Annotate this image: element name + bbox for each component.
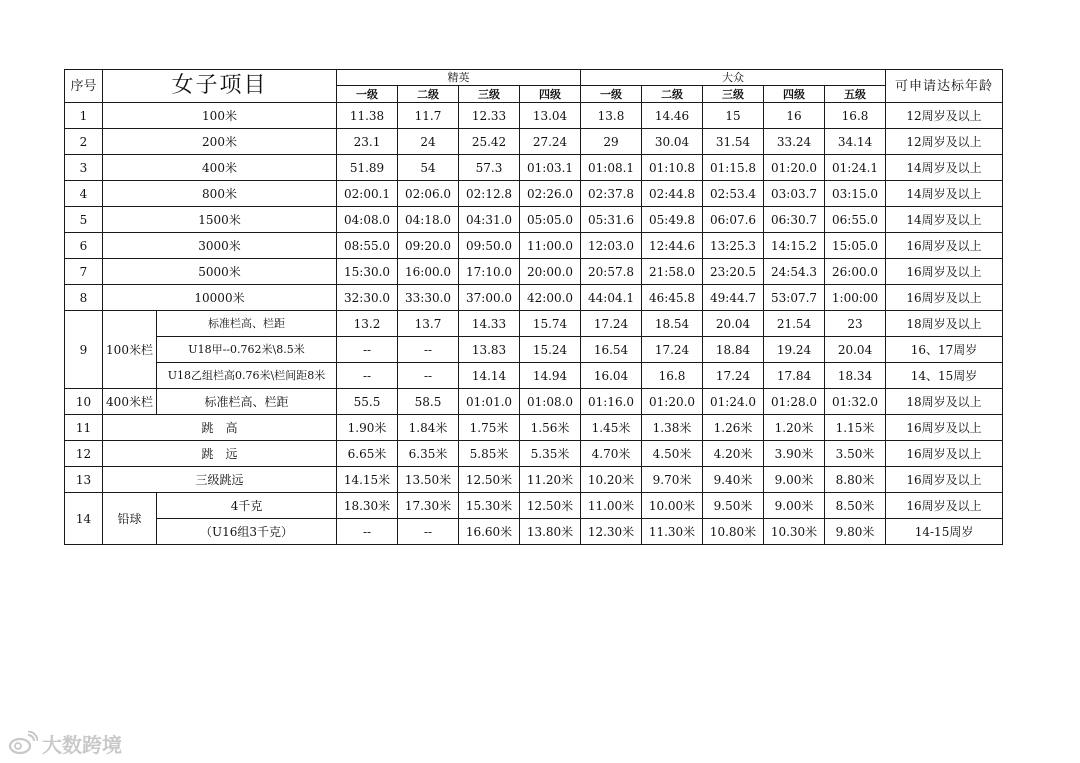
age-cell: 18周岁及以上 bbox=[886, 311, 1003, 337]
standard-value-cell: 01:15.8 bbox=[703, 155, 764, 181]
standard-value-cell: 21.54 bbox=[764, 311, 825, 337]
standard-value-cell: 15.24 bbox=[520, 337, 581, 363]
age-cell: 16周岁及以上 bbox=[886, 285, 1003, 311]
standard-value-cell: 20:00.0 bbox=[520, 259, 581, 285]
mass-level-header: 二级 bbox=[642, 86, 703, 103]
standard-value-cell: 03:15.0 bbox=[825, 181, 886, 207]
standard-value-cell: 24 bbox=[398, 129, 459, 155]
event-cell: 200米 bbox=[103, 129, 337, 155]
standard-value-cell: 01:20.0 bbox=[642, 389, 703, 415]
event-cell: 5000米 bbox=[103, 259, 337, 285]
standard-value-cell: 6.35米 bbox=[398, 441, 459, 467]
standard-value-cell: 1.38米 bbox=[642, 415, 703, 441]
standard-value-cell: 4.70米 bbox=[581, 441, 642, 467]
mass-level-header: 三级 bbox=[703, 86, 764, 103]
standard-value-cell: 1.26米 bbox=[703, 415, 764, 441]
event-group-cell: 400米栏 bbox=[103, 389, 157, 415]
seq-cell: 3 bbox=[65, 155, 103, 181]
standard-value-cell: 13.8 bbox=[581, 103, 642, 129]
standard-value-cell: 01:10.8 bbox=[642, 155, 703, 181]
standard-value-cell: 02:12.8 bbox=[459, 181, 520, 207]
standard-value-cell: 14.15米 bbox=[337, 467, 398, 493]
standard-value-cell: 17.24 bbox=[642, 337, 703, 363]
standard-value-cell: 19.24 bbox=[764, 337, 825, 363]
standard-value-cell: 06:07.6 bbox=[703, 207, 764, 233]
standard-value-cell: 5.35米 bbox=[520, 441, 581, 467]
standard-value-cell: 09:50.0 bbox=[459, 233, 520, 259]
standard-value-cell: 5.85米 bbox=[459, 441, 520, 467]
event-cell: 跳 远 bbox=[103, 441, 337, 467]
standard-value-cell: 11.38 bbox=[337, 103, 398, 129]
standard-value-cell: 16.8 bbox=[825, 103, 886, 129]
age-cell: 16周岁及以上 bbox=[886, 467, 1003, 493]
standard-value-cell: 9.80米 bbox=[825, 519, 886, 545]
standard-value-cell: 4.20米 bbox=[703, 441, 764, 467]
standard-value-cell: 49:44.7 bbox=[703, 285, 764, 311]
standard-value-cell: 1.20米 bbox=[764, 415, 825, 441]
standard-value-cell: 9.40米 bbox=[703, 467, 764, 493]
standard-value-cell: 1.75米 bbox=[459, 415, 520, 441]
standard-value-cell: 09:20.0 bbox=[398, 233, 459, 259]
standard-value-cell: -- bbox=[337, 363, 398, 389]
standard-value-cell: 15:30.0 bbox=[337, 259, 398, 285]
standard-value-cell: 02:53.4 bbox=[703, 181, 764, 207]
table-row bbox=[65, 207, 1003, 233]
standard-value-cell: 13.83 bbox=[459, 337, 520, 363]
standard-value-cell: 05:31.6 bbox=[581, 207, 642, 233]
sub-event-cell: （U16组3千克） bbox=[157, 519, 337, 545]
elite-group-header: 精英 bbox=[337, 70, 581, 86]
standard-value-cell: 02:37.8 bbox=[581, 181, 642, 207]
standard-value-cell: 10.20米 bbox=[581, 467, 642, 493]
standard-value-cell: 34.14 bbox=[825, 129, 886, 155]
table-row bbox=[65, 441, 1003, 467]
standard-value-cell: 13.7 bbox=[398, 311, 459, 337]
table-row bbox=[65, 519, 1003, 545]
table-row bbox=[65, 259, 1003, 285]
standard-value-cell: 01:01.0 bbox=[459, 389, 520, 415]
standard-value-cell: 53:07.7 bbox=[764, 285, 825, 311]
seq-cell: 11 bbox=[65, 415, 103, 441]
standard-value-cell: 31.54 bbox=[703, 129, 764, 155]
standard-value-cell: 18.34 bbox=[825, 363, 886, 389]
standard-value-cell: 01:28.0 bbox=[764, 389, 825, 415]
standard-value-cell: 1.90米 bbox=[337, 415, 398, 441]
standard-value-cell: 12.50米 bbox=[520, 493, 581, 519]
standard-value-cell: 9.00米 bbox=[764, 493, 825, 519]
seq-cell: 9 bbox=[65, 311, 103, 389]
standard-value-cell: 13.50米 bbox=[398, 467, 459, 493]
age-cell: 18周岁及以上 bbox=[886, 389, 1003, 415]
seq-cell: 13 bbox=[65, 467, 103, 493]
event-group-cell: 铅球 bbox=[103, 493, 157, 545]
table-row bbox=[65, 129, 1003, 155]
table-row bbox=[65, 415, 1003, 441]
standard-value-cell: 01:03.1 bbox=[520, 155, 581, 181]
standard-value-cell: 13.2 bbox=[337, 311, 398, 337]
event-cell: 1500米 bbox=[103, 207, 337, 233]
age-cell: 16周岁及以上 bbox=[886, 415, 1003, 441]
standard-value-cell: 30.04 bbox=[642, 129, 703, 155]
standard-value-cell: 3.50米 bbox=[825, 441, 886, 467]
standard-value-cell: 16.8 bbox=[642, 363, 703, 389]
event-cell: 3000米 bbox=[103, 233, 337, 259]
standard-value-cell: 10.80米 bbox=[703, 519, 764, 545]
standard-value-cell: 16.54 bbox=[581, 337, 642, 363]
standard-value-cell: 1:00:00 bbox=[825, 285, 886, 311]
standard-value-cell: 16:00.0 bbox=[398, 259, 459, 285]
event-cell: 100米 bbox=[103, 103, 337, 129]
standard-value-cell: 17.24 bbox=[703, 363, 764, 389]
standard-value-cell: 12.30米 bbox=[581, 519, 642, 545]
table-row bbox=[65, 285, 1003, 311]
seq-cell: 4 bbox=[65, 181, 103, 207]
standard-value-cell: 25.42 bbox=[459, 129, 520, 155]
standard-value-cell: 11.00米 bbox=[581, 493, 642, 519]
page-title: 女子项目 bbox=[103, 70, 337, 103]
standard-value-cell: 14.14 bbox=[459, 363, 520, 389]
elite-level-header: 四级 bbox=[520, 86, 581, 103]
standard-value-cell: 29 bbox=[581, 129, 642, 155]
elite-level-header: 一级 bbox=[337, 86, 398, 103]
standard-value-cell: 9.70米 bbox=[642, 467, 703, 493]
standard-value-cell: 20.04 bbox=[825, 337, 886, 363]
standard-value-cell: 04:18.0 bbox=[398, 207, 459, 233]
age-cell: 14周岁及以上 bbox=[886, 207, 1003, 233]
seq-cell: 7 bbox=[65, 259, 103, 285]
standard-value-cell: 06:55.0 bbox=[825, 207, 886, 233]
mass-level-header: 四级 bbox=[764, 86, 825, 103]
watermark bbox=[8, 728, 122, 758]
table-row bbox=[65, 389, 1003, 415]
table-row bbox=[65, 155, 1003, 181]
seq-header: 序号 bbox=[65, 70, 103, 103]
seq-cell: 12 bbox=[65, 441, 103, 467]
weibo-logo-icon bbox=[8, 731, 38, 755]
standard-value-cell: 13:25.3 bbox=[703, 233, 764, 259]
standard-value-cell: 17.24 bbox=[581, 311, 642, 337]
age-cell: 16、17周岁 bbox=[886, 337, 1003, 363]
standard-value-cell: 13.80米 bbox=[520, 519, 581, 545]
standard-value-cell: 05:49.8 bbox=[642, 207, 703, 233]
seq-cell: 14 bbox=[65, 493, 103, 545]
standard-value-cell: 21:58.0 bbox=[642, 259, 703, 285]
standard-value-cell: 54 bbox=[398, 155, 459, 181]
standard-value-cell: 14:15.2 bbox=[764, 233, 825, 259]
standard-value-cell: 02:44.8 bbox=[642, 181, 703, 207]
standard-value-cell: 01:32.0 bbox=[825, 389, 886, 415]
age-cell: 14-15周岁 bbox=[886, 519, 1003, 545]
standard-value-cell: 26:00.0 bbox=[825, 259, 886, 285]
standard-value-cell: 18.54 bbox=[642, 311, 703, 337]
standard-value-cell: 27.24 bbox=[520, 129, 581, 155]
seq-cell: 10 bbox=[65, 389, 103, 415]
standard-value-cell: 51.89 bbox=[337, 155, 398, 181]
age-cell: 12周岁及以上 bbox=[886, 129, 1003, 155]
standard-value-cell: 44:04.1 bbox=[581, 285, 642, 311]
standard-value-cell: 14.94 bbox=[520, 363, 581, 389]
mass-group-header: 大众 bbox=[581, 70, 886, 86]
sub-event-cell: 标准栏高、栏距 bbox=[157, 389, 337, 415]
standards-table bbox=[64, 69, 1003, 545]
standard-value-cell: 20.04 bbox=[703, 311, 764, 337]
standard-value-cell: 01:08.0 bbox=[520, 389, 581, 415]
mass-level-header: 五级 bbox=[825, 86, 886, 103]
sub-event-cell: 4千克 bbox=[157, 493, 337, 519]
standard-value-cell: 55.5 bbox=[337, 389, 398, 415]
table-row bbox=[65, 337, 1003, 363]
standard-value-cell: 15:05.0 bbox=[825, 233, 886, 259]
standard-value-cell: -- bbox=[337, 519, 398, 545]
table-row bbox=[65, 363, 1003, 389]
standard-value-cell: 23:20.5 bbox=[703, 259, 764, 285]
age-cell: 16周岁及以上 bbox=[886, 493, 1003, 519]
table-row bbox=[65, 493, 1003, 519]
standard-value-cell: 3.90米 bbox=[764, 441, 825, 467]
standard-value-cell: 16.04 bbox=[581, 363, 642, 389]
standard-value-cell: 1.45米 bbox=[581, 415, 642, 441]
standard-value-cell: 01:20.0 bbox=[764, 155, 825, 181]
event-cell: 400米 bbox=[103, 155, 337, 181]
standard-value-cell: 33:30.0 bbox=[398, 285, 459, 311]
standard-value-cell: 6.65米 bbox=[337, 441, 398, 467]
standard-value-cell: 46:45.8 bbox=[642, 285, 703, 311]
standard-value-cell: 04:08.0 bbox=[337, 207, 398, 233]
standard-value-cell: 58.5 bbox=[398, 389, 459, 415]
seq-cell: 5 bbox=[65, 207, 103, 233]
mass-level-header: 一级 bbox=[581, 86, 642, 103]
standard-value-cell: 13.04 bbox=[520, 103, 581, 129]
seq-cell: 8 bbox=[65, 285, 103, 311]
sub-event-cell: U18甲--0.762米\8.5米 bbox=[157, 337, 337, 363]
standard-value-cell: 18.30米 bbox=[337, 493, 398, 519]
age-cell: 14周岁及以上 bbox=[886, 181, 1003, 207]
event-cell: 跳 高 bbox=[103, 415, 337, 441]
event-group-cell: 100米栏 bbox=[103, 311, 157, 389]
event-cell: 800米 bbox=[103, 181, 337, 207]
standard-value-cell: 1.84米 bbox=[398, 415, 459, 441]
standard-value-cell: 01:16.0 bbox=[581, 389, 642, 415]
standard-value-cell: 11:00.0 bbox=[520, 233, 581, 259]
standard-value-cell: 11.30米 bbox=[642, 519, 703, 545]
standard-value-cell: -- bbox=[398, 363, 459, 389]
standard-value-cell: 33.24 bbox=[764, 129, 825, 155]
standard-value-cell: 08:55.0 bbox=[337, 233, 398, 259]
standard-value-cell: 11.20米 bbox=[520, 467, 581, 493]
standard-value-cell: 01:24.1 bbox=[825, 155, 886, 181]
standard-value-cell: 05:05.0 bbox=[520, 207, 581, 233]
standard-value-cell: 15 bbox=[703, 103, 764, 129]
standard-value-cell: 24:54.3 bbox=[764, 259, 825, 285]
standard-value-cell: 06:30.7 bbox=[764, 207, 825, 233]
sub-event-cell: U18乙组栏高0.76米\栏间距8米 bbox=[157, 363, 337, 389]
age-cell: 14、15周岁 bbox=[886, 363, 1003, 389]
event-cell: 三级跳远 bbox=[103, 467, 337, 493]
age-cell: 12周岁及以上 bbox=[886, 103, 1003, 129]
standard-value-cell: 1.15米 bbox=[825, 415, 886, 441]
standard-value-cell: 17.84 bbox=[764, 363, 825, 389]
standard-value-cell: -- bbox=[398, 337, 459, 363]
standard-value-cell: 17:10.0 bbox=[459, 259, 520, 285]
standard-value-cell: 02:00.1 bbox=[337, 181, 398, 207]
standard-value-cell: 23 bbox=[825, 311, 886, 337]
elite-level-header: 三级 bbox=[459, 86, 520, 103]
table-row bbox=[65, 467, 1003, 493]
standard-value-cell: -- bbox=[337, 337, 398, 363]
standard-value-cell: 37:00.0 bbox=[459, 285, 520, 311]
event-cell: 10000米 bbox=[103, 285, 337, 311]
standard-value-cell: 01:08.1 bbox=[581, 155, 642, 181]
standard-value-cell: 14.46 bbox=[642, 103, 703, 129]
standard-value-cell: 02:26.0 bbox=[520, 181, 581, 207]
standard-value-cell: 4.50米 bbox=[642, 441, 703, 467]
standard-value-cell: 18.84 bbox=[703, 337, 764, 363]
standard-value-cell: 16 bbox=[764, 103, 825, 129]
standard-value-cell: 9.50米 bbox=[703, 493, 764, 519]
elite-level-header: 二级 bbox=[398, 86, 459, 103]
standard-value-cell: 1.56米 bbox=[520, 415, 581, 441]
age-header: 可申请达标年龄 bbox=[886, 70, 1003, 103]
standard-value-cell: 17.30米 bbox=[398, 493, 459, 519]
standard-value-cell: 04:31.0 bbox=[459, 207, 520, 233]
standard-value-cell: 03:03.7 bbox=[764, 181, 825, 207]
standard-value-cell: 12:44.6 bbox=[642, 233, 703, 259]
standard-value-cell: 12.50米 bbox=[459, 467, 520, 493]
standard-value-cell: 42:00.0 bbox=[520, 285, 581, 311]
age-cell: 14周岁及以上 bbox=[886, 155, 1003, 181]
standard-value-cell: 20:57.8 bbox=[581, 259, 642, 285]
standard-value-cell: 11.7 bbox=[398, 103, 459, 129]
standard-value-cell: 15.74 bbox=[520, 311, 581, 337]
standard-value-cell: 16.60米 bbox=[459, 519, 520, 545]
standard-value-cell: 15.30米 bbox=[459, 493, 520, 519]
standard-value-cell: 57.3 bbox=[459, 155, 520, 181]
standard-value-cell: 12:03.0 bbox=[581, 233, 642, 259]
table-row bbox=[65, 311, 1003, 337]
standard-value-cell: 14.33 bbox=[459, 311, 520, 337]
sub-event-cell: 标准栏高、栏距 bbox=[157, 311, 337, 337]
age-cell: 16周岁及以上 bbox=[886, 441, 1003, 467]
table-row bbox=[65, 233, 1003, 259]
standard-value-cell: 10.00米 bbox=[642, 493, 703, 519]
table-row bbox=[65, 181, 1003, 207]
age-cell: 16周岁及以上 bbox=[886, 259, 1003, 285]
standard-value-cell: 01:24.0 bbox=[703, 389, 764, 415]
age-cell: 16周岁及以上 bbox=[886, 233, 1003, 259]
standard-value-cell: 8.50米 bbox=[825, 493, 886, 519]
seq-cell: 1 bbox=[65, 103, 103, 129]
standard-value-cell: 9.00米 bbox=[764, 467, 825, 493]
standard-value-cell: 8.80米 bbox=[825, 467, 886, 493]
standard-value-cell: 23.1 bbox=[337, 129, 398, 155]
table-row bbox=[65, 103, 1003, 129]
standard-value-cell: 02:06.0 bbox=[398, 181, 459, 207]
standard-value-cell: 12.33 bbox=[459, 103, 520, 129]
standard-value-cell: 32:30.0 bbox=[337, 285, 398, 311]
seq-cell: 6 bbox=[65, 233, 103, 259]
watermark-text: 大数跨境 bbox=[42, 732, 122, 757]
standard-value-cell: 10.30米 bbox=[764, 519, 825, 545]
standard-value-cell: -- bbox=[398, 519, 459, 545]
seq-cell: 2 bbox=[65, 129, 103, 155]
